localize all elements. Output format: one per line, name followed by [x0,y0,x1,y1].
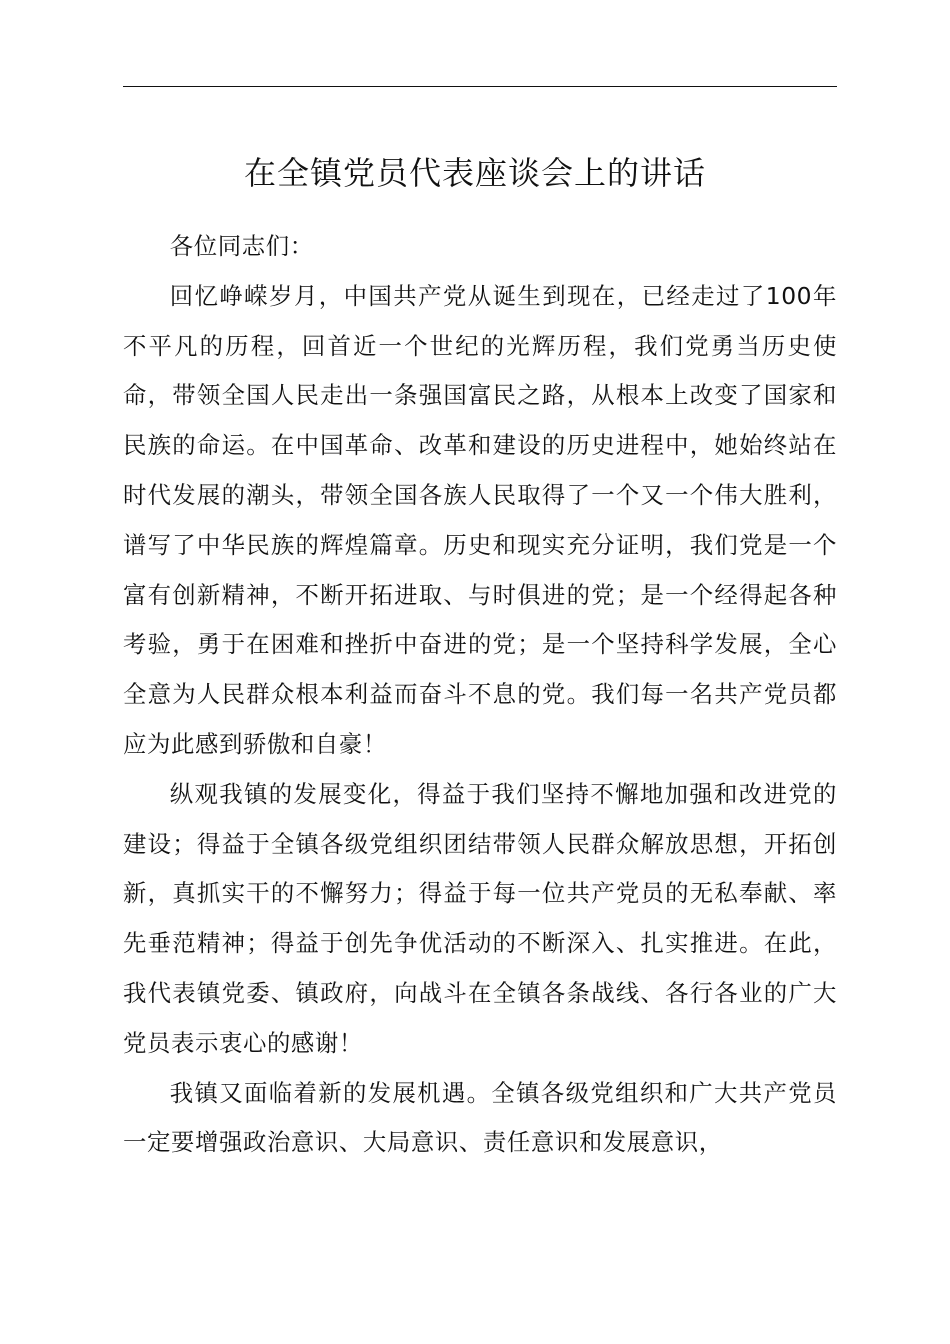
page-title: 在全镇党员代表座谈会上的讲话 [243,154,706,192]
paragraph-3: 我镇又面临着新的发展机遇。全镇各级党组织和广大共产党员一定要增强政治意识、大局意识、责任意识和发展意识， [123,1078,837,1157]
salutation: 各位同志们： [169,232,314,260]
header-rule [123,86,837,87]
paragraph-2: 纵观我镇的发展变化，得益于我们坚持不懈地加强和改进党的建设；得益于全镇各级党组织团结带领人民群众解放思想，开拓创新，真抓实干的不懈努力；得益于每一位共产党员的无私奉献、率先垂范精神；得益于创先争优活动的不断深入、扎实推进。在此，我代表镇党委、镇政府，向战斗在全镇各条战线、各行各业的广大党员表示衷心的感谢！ [123,779,837,1057]
paragraph-1: 回忆峥嵘岁月，中国共产党从诞生到现在，已经走过了100年不平凡的历程，回首近一个世纪的光辉历程，我们党勇当历史使命，带领全国人民走出一条强国富民之路，从根本上改变了国家和民族的命运。在中国革命、改革和建设的历史进程中，她始终站在时代发展的潮头，带领全国各族人民取得了一个又一个伟大胜利，谱写了中华民族的辉煌篇章。历史和现实充分证明，我们党是一个富有创新精神，不断开拓进取、与时俱进的党；是一个经得起各种考验，勇于在困难和挫折中奋进的党；是一个坚持科学发展，全心全意为人民群众根本利益而奋斗不息的党。我们每一名共产党员都应为此感到骄傲和自豪！ [123,281,837,758]
document-body [123,222,837,1168]
